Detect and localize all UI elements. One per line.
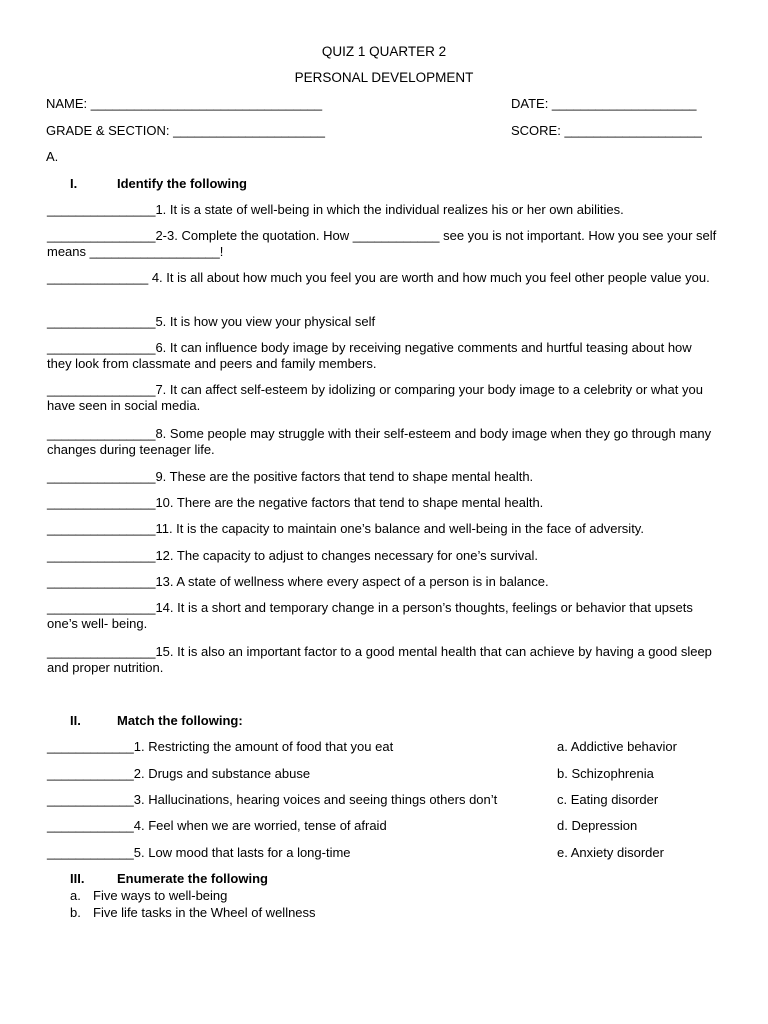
- identify-item-11[interactable]: _______________11. It is the capacity to maintain one’s balance and well-being in the face of adversity.: [47, 521, 644, 536]
- section-2-title: Match the following:: [117, 713, 243, 728]
- identify-item-8[interactable]: _______________8. Some people may struggle with their self-esteem and body image when they go through many changes during teenager life.: [47, 426, 712, 457]
- identify-item-12[interactable]: _______________12. The capacity to adjust to changes necessary for one’s survival.: [47, 548, 538, 563]
- identify-item-5[interactable]: _______________5. It is how you view your physical self: [47, 314, 376, 329]
- identify-item-14[interactable]: _______________14. It is a short and temporary change in a person’s thoughts, feelings or behavior that upsets one’s well- being.: [47, 600, 693, 631]
- section-1-title: Identify the following: [117, 176, 247, 191]
- identify-item-6[interactable]: _______________6. It can influence body image by receiving negative comments and hurtful teasing about how they look from classmate and peers and family members.: [47, 340, 692, 371]
- match-item-5[interactable]: ____________5. Low mood that lasts for a long-time: [47, 845, 351, 860]
- match-choice-e: e. Anxiety disorder: [557, 845, 664, 860]
- match-item-3[interactable]: ____________3. Hallucinations, hearing voices and seeing things others don’t: [47, 792, 498, 807]
- match-item-4[interactable]: ____________4. Feel when we are worried, tense of afraid: [47, 818, 387, 833]
- match-choice-c: c. Eating disorder: [557, 792, 659, 807]
- section-1-number: I.: [70, 176, 78, 191]
- match-item-1[interactable]: ____________1. Restricting the amount of food that you eat: [47, 739, 394, 754]
- identify-item-1[interactable]: _______________1. It is a state of well-being in which the individual realizes his or her own abilities.: [47, 202, 624, 217]
- identify-item-4[interactable]: ______________ 4. It is all about how much you feel you are worth and how much you feel other people value you.: [47, 270, 710, 285]
- enumerate-letter-a: a.: [70, 888, 81, 903]
- enumerate-item-b: Five life tasks in the Wheel of wellness: [93, 905, 316, 920]
- date-field[interactable]: DATE: ____________________: [511, 96, 697, 111]
- part-label: A.: [46, 149, 59, 164]
- identify-item-13[interactable]: _______________13. A state of wellness where every aspect of a person is in balance.: [47, 574, 549, 589]
- score-field[interactable]: SCORE: ___________________: [511, 123, 702, 138]
- grade-section-field[interactable]: GRADE & SECTION: _____________________: [46, 123, 325, 138]
- match-choice-a: a. Addictive behavior: [557, 739, 677, 754]
- section-2-number: II.: [70, 713, 81, 728]
- match-choice-b: b. Schizophrenia: [557, 766, 654, 781]
- identify-item-10[interactable]: _______________10. There are the negative factors that tend to shape mental health.: [47, 495, 544, 510]
- identify-item-9[interactable]: _______________9. These are the positive factors that tend to shape mental health.: [47, 469, 534, 484]
- quiz-title: QUIZ 1 QUARTER 2: [321, 44, 447, 59]
- section-3-title: Enumerate the following: [117, 871, 268, 886]
- identify-item-7[interactable]: _______________7. It can affect self-esteem by idolizing or comparing your body image to a celebrity or what you have seen in social media.: [47, 382, 703, 413]
- match-choice-d: d. Depression: [557, 818, 638, 833]
- name-field[interactable]: NAME: ________________________________: [46, 96, 323, 111]
- identify-item-15[interactable]: _______________15. It is also an important factor to a good mental health that can achieve by having a good sleep and proper nutrition.: [47, 644, 712, 675]
- section-3-number: III.: [70, 871, 85, 886]
- identify-item-2-3[interactable]: _______________2-3. Complete the quotation. How ____________ see you is not important. How you see your self means __________________!: [47, 228, 717, 259]
- match-item-2[interactable]: ____________2. Drugs and substance abuse: [47, 766, 311, 781]
- enumerate-letter-b: b.: [70, 905, 81, 920]
- subject-title: PERSONAL DEVELOPMENT: [294, 70, 474, 85]
- enumerate-item-a: Five ways to well-being: [93, 888, 228, 903]
